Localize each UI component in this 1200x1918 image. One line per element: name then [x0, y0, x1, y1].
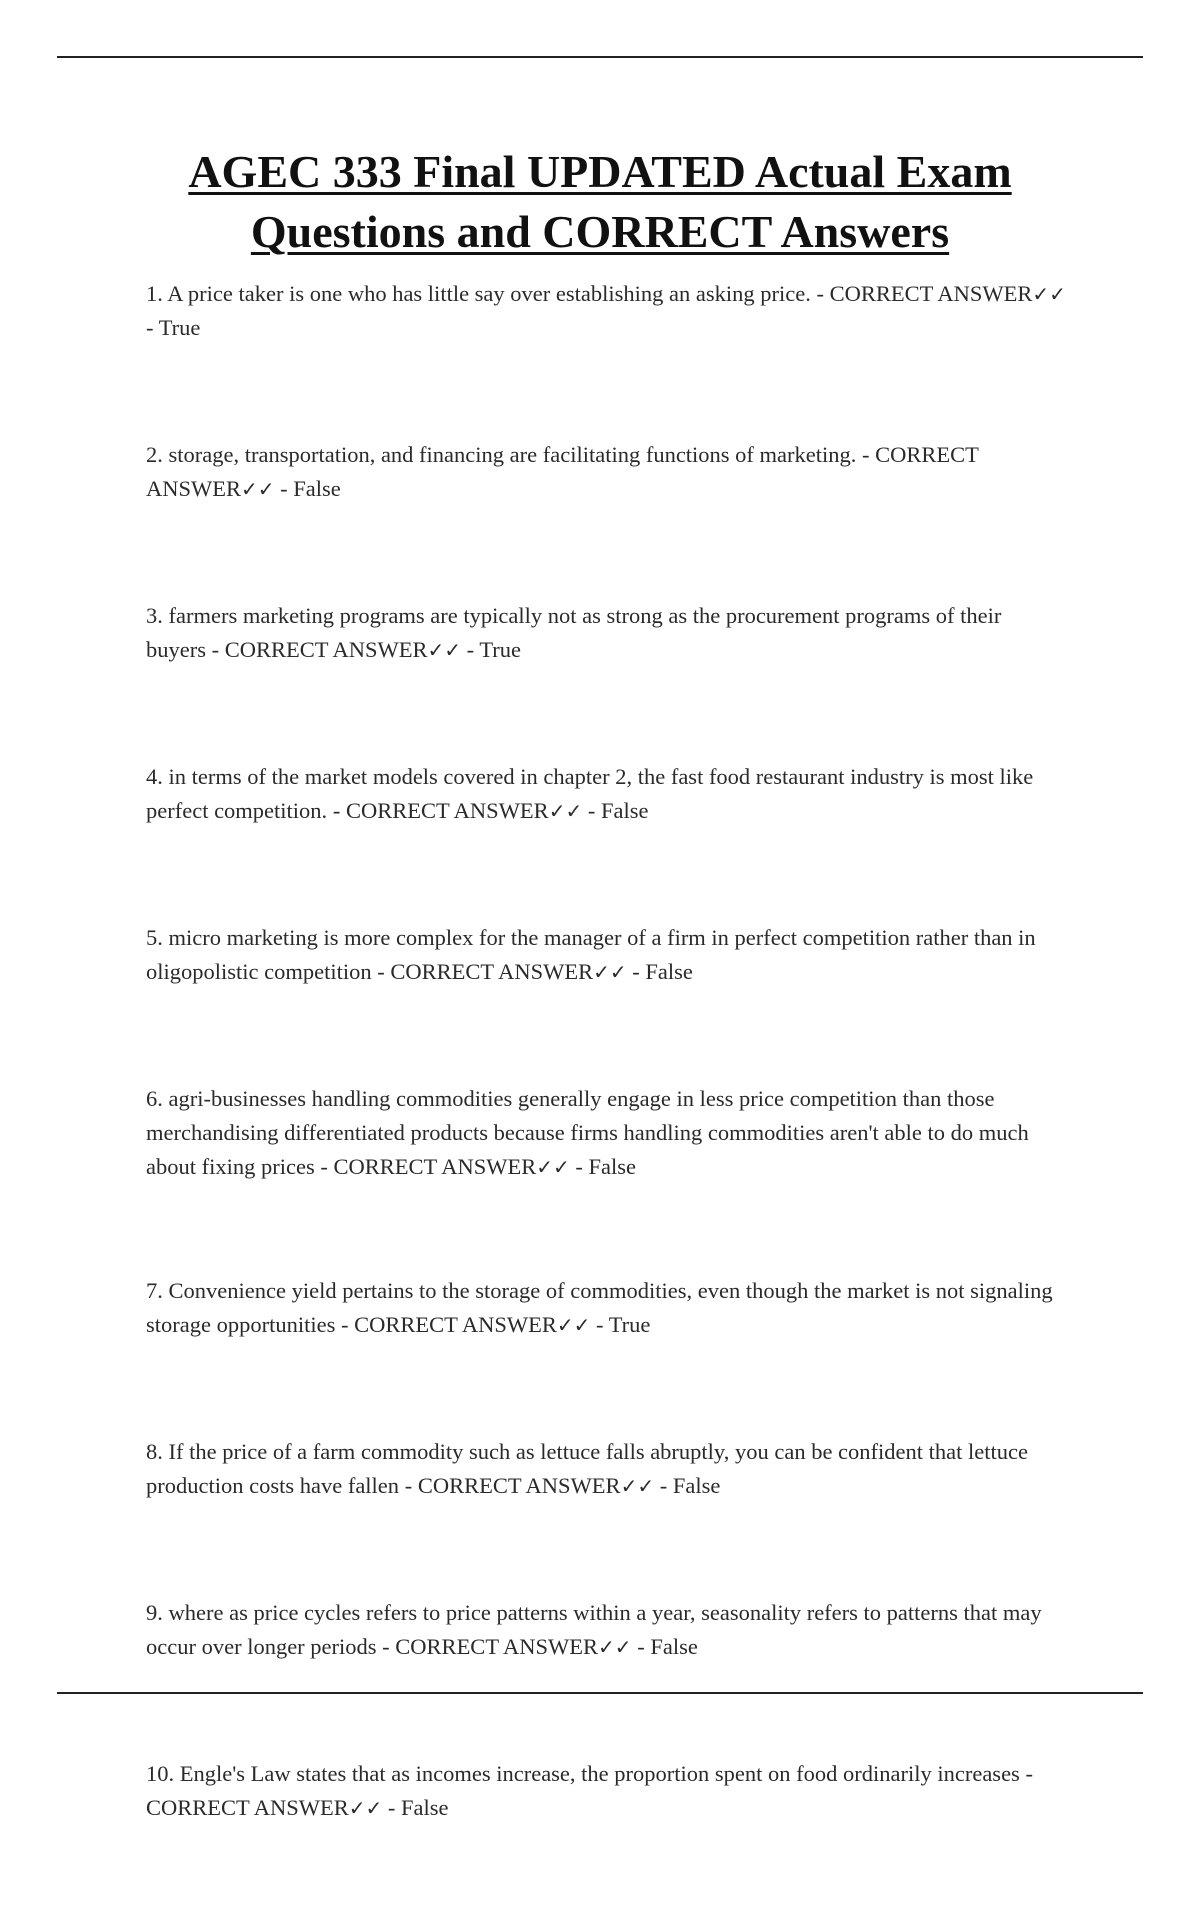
- answer-marker: CORRECT ANSWER: [354, 1312, 557, 1337]
- question-item-3: [146, 599, 1066, 667]
- separator: -: [590, 1312, 609, 1337]
- separator: -: [382, 1795, 402, 1820]
- question-text: 8. If the price of a farm commodity such as lettuce falls abruptly, you can be confident that lettuce production costs have fallen: [146, 1439, 1028, 1498]
- question-text: 2. storage, transportation, and financing are facilitating functions of marketing.: [146, 442, 857, 467]
- question-text: 7. Convenience yield pertains to the storage of commodities, even though the market is not signaling storage opportunities: [146, 1278, 1053, 1337]
- question-item-4: [146, 760, 1066, 828]
- answer-marker: CORRECT ANSWER: [146, 1795, 349, 1820]
- separator: -: [399, 1473, 418, 1498]
- separator: -: [810, 281, 830, 306]
- answer-value: False: [600, 798, 649, 823]
- separator: -: [376, 1634, 396, 1659]
- top-rule: [57, 56, 1143, 58]
- question-item-5: [146, 921, 1066, 989]
- answer-marker: CORRECT ANSWER: [395, 1634, 599, 1659]
- answer-value: False: [401, 1795, 449, 1820]
- check-marks-icon: ✓✓: [548, 799, 583, 823]
- check-marks-icon: ✓✓: [348, 1796, 383, 1820]
- check-marks-icon: ✓✓: [427, 638, 462, 662]
- separator: -: [631, 1634, 651, 1659]
- question-item-9: [146, 1596, 1066, 1664]
- check-marks-icon: ✓✓: [1032, 282, 1066, 306]
- check-marks-icon: ✓✓: [241, 477, 275, 501]
- separator: -: [654, 1473, 673, 1498]
- separator: -: [461, 637, 480, 662]
- separator: -: [582, 798, 601, 823]
- question-item-8: [146, 1435, 1066, 1503]
- separator: -: [1019, 1761, 1033, 1786]
- separator: -: [569, 1154, 589, 1179]
- question-item-10: [146, 1757, 1066, 1825]
- question-list: [146, 277, 1066, 1918]
- separator: -: [206, 637, 225, 662]
- answer-value: True: [479, 637, 522, 662]
- question-item-6: [146, 1082, 1066, 1184]
- answer-value: False: [293, 476, 341, 501]
- separator: -: [335, 1312, 355, 1337]
- separator: -: [371, 959, 391, 984]
- question-text: 10. Engle's Law states that as incomes increase, the proportion spent on food ordinarily increases: [146, 1761, 1020, 1786]
- answer-marker: CORRECT ANSWER: [146, 442, 979, 501]
- answer-value: False: [645, 959, 693, 984]
- answer-marker: CORRECT ANSWER: [829, 281, 1033, 306]
- question-text: 3. farmers marketing programs are typically not as strong as the procurement programs of their buyers: [146, 603, 1002, 662]
- question-text: 6. agri-businesses handling commodities generally engage in less price competition than those merchandising differentiated products because firms handling commodities aren't able to do much about fixing prices: [146, 1086, 1029, 1179]
- question-item-1: [146, 277, 1066, 345]
- answer-value: False: [650, 1634, 698, 1659]
- separator: -: [146, 315, 159, 340]
- separator: -: [314, 1154, 334, 1179]
- check-marks-icon: ✓✓: [598, 1635, 632, 1659]
- separator: -: [856, 442, 876, 467]
- answer-marker: CORRECT ANSWER: [224, 637, 428, 662]
- bottom-rule: [57, 1692, 1143, 1694]
- check-marks-icon: ✓✓: [593, 960, 627, 984]
- separator: -: [626, 959, 646, 984]
- answer-marker: CORRECT ANSWER: [417, 1473, 621, 1498]
- answer-value: True: [608, 1312, 651, 1337]
- question-item-7: [146, 1274, 1066, 1342]
- answer-marker: CORRECT ANSWER: [345, 798, 549, 823]
- check-marks-icon: ✓✓: [556, 1313, 591, 1337]
- document-title: [100, 142, 1100, 262]
- question-text: 1. A price taker is one who has little say over establishing an asking price.: [146, 281, 811, 306]
- answer-value: False: [672, 1473, 721, 1498]
- answer-value: True: [158, 315, 201, 340]
- question-text: 4. in terms of the market models covered in chapter 2, the fast food restaurant industry is most like perfect competition.: [146, 764, 1034, 823]
- answer-marker: CORRECT ANSWER: [390, 959, 594, 984]
- question-text: 5. micro marketing is more complex for the manager of a firm in perfect competition rather than in oligopolistic competition: [146, 925, 1036, 984]
- separator: -: [327, 798, 346, 823]
- question-item-2: [146, 438, 1066, 506]
- question-text: 9. where as price cycles refers to price patterns within a year, seasonality refers to patterns that may occur over longer periods: [146, 1600, 1042, 1659]
- check-marks-icon: ✓✓: [536, 1155, 570, 1179]
- answer-marker: CORRECT ANSWER: [333, 1154, 537, 1179]
- answer-value: False: [588, 1154, 636, 1179]
- separator: -: [274, 476, 294, 501]
- title-line-2: Questions and CORRECT Answers: [250, 206, 950, 257]
- title-line-1: AGEC 333 Final UPDATED Actual Exam: [188, 146, 1012, 197]
- check-marks-icon: ✓✓: [620, 1474, 655, 1498]
